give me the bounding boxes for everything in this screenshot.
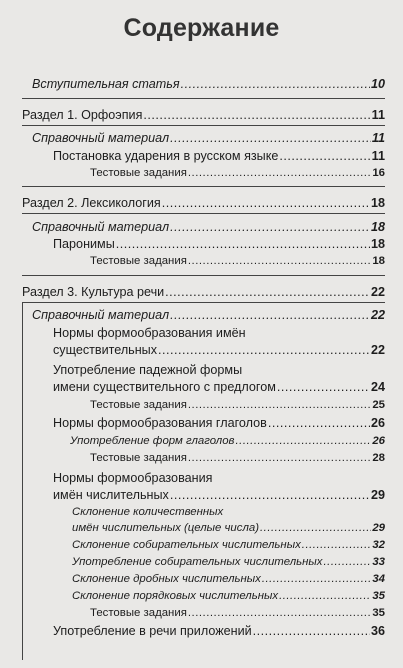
divider [22,275,385,276]
toc-entry-s3-numerals: имён числительных ..... 29 [53,488,385,503]
toc-entry-section-1: Раздел 1. Орфоэпия ..... 11 [22,108,385,123]
divider [22,98,385,99]
page-title: Содержание [123,14,280,42]
toc-entry-s3-nouns: существительных ..... 22 [53,343,385,358]
toc-entry-s3-fractional: Склонение дробных числительных ..... 34 [72,572,385,587]
toc-entry-s3-quant-line1: Склонение количественных [72,506,224,518]
divider [22,125,385,126]
toc-entry-s3-quant: имён числительных (целые числа) ..... 29 [72,521,385,536]
toc-entry-s3-appositions: Употребление в речи приложений ..... 36 [53,624,385,639]
toc-entry-intro: Вступительная статья ..... 10 [32,77,385,92]
toc-entry-s3-tests-2: Тестовые задания ..... 28 [90,451,385,466]
toc-entry-s3-case-line1: Употребление падежной формы [53,363,243,377]
toc-entry-s1-tests: Тестовые задания ..... 16 [90,166,385,181]
toc-entry-s3-collective: Склонение собирательных числительных ..... 32 [72,538,385,553]
divider [22,186,385,187]
toc-entry-s2-paronyms: Паронимы ..... 18 [53,237,385,252]
toc-entry-s3-ordinal: Склонение порядковых числительных ..... 35 [72,589,385,604]
toc-entry-s3-numerals-line1: Нормы формообразования [53,471,213,485]
toc-entry-s1-stress: Постановка ударения в русском языке ..... 11 [53,149,385,164]
divider [22,302,385,303]
toc-entry-s3-verbs-use: Употребление форм глаголов ..... 26 [70,434,385,449]
toc-entry-s3-case: имени существительного с предлогом ..... 24 [53,380,385,395]
toc-entry-section-3: Раздел 3. Культура речи ..... 22 [22,285,385,300]
toc-entry-section-2: Раздел 2. Лексикология ..... 18 [22,196,385,211]
vertical-rule [22,302,23,660]
toc-entry-s3-reference: Справочный материал ..... 22 [32,308,385,323]
toc-entry-s1-reference: Справочный материал ..... 11 [32,131,385,146]
toc-entry-s3-nouns-line1: Нормы формообразования имён [53,326,246,340]
toc-entry-s3-collective-use: Употребление собирательных числительных ..... 33 [72,555,385,570]
toc-entry-s2-reference: Справочный материал ..... 18 [32,220,385,235]
toc-entry-s3-tests-1: Тестовые задания ..... 25 [90,398,385,413]
toc-entry-s2-tests: Тестовые задания ..... 18 [90,254,385,269]
toc-entry-s3-verbs: Нормы формообразования глаголов ..... 26 [53,416,385,431]
toc-entry-s3-tests-3: Тестовые задания ..... 35 [90,606,385,621]
divider [22,213,385,214]
